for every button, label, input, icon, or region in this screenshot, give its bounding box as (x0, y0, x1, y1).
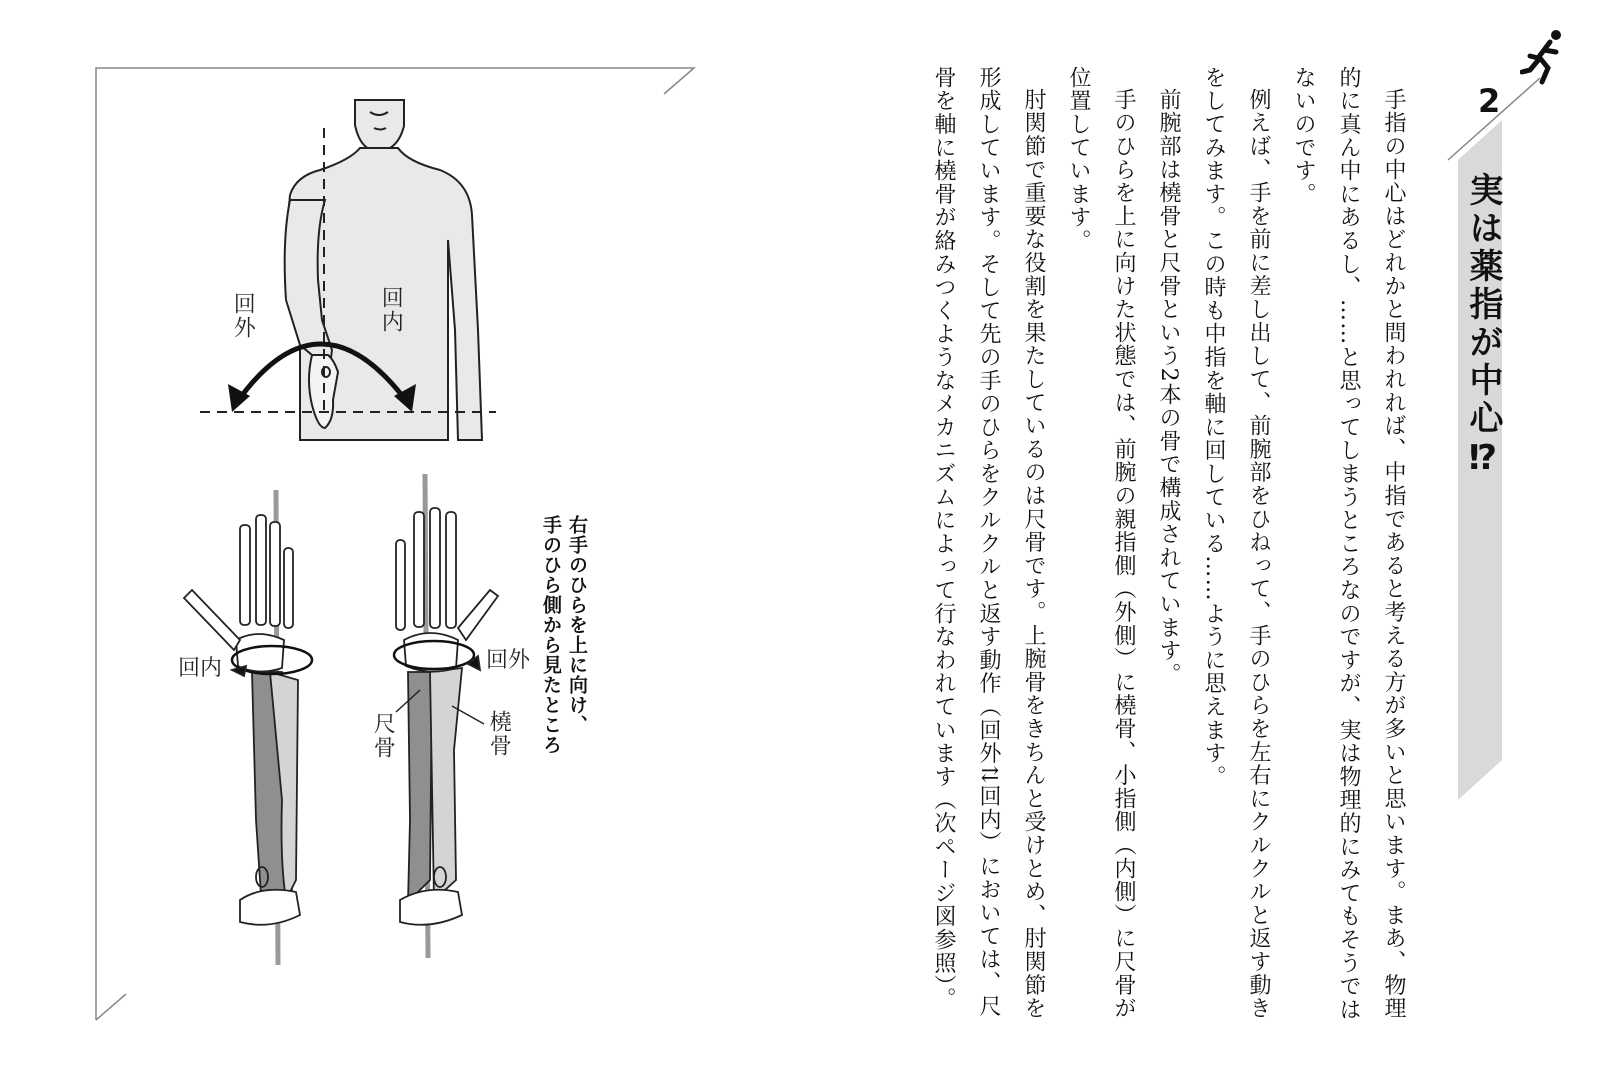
label-supination-torso: 回外 (230, 292, 256, 340)
running-figure-icon (1520, 28, 1570, 88)
body-paragraph-2: 例えば、手を前に差し出して、前腕部をひねって、手のひらを左右にクルクルと返す動きをしてみます。この時も中指を軸に回している……ように思えます。 (1201, 66, 1271, 1020)
chapter-number: 2 (1478, 82, 1501, 120)
caption-line-1: 右手のひらを上に向け、 (566, 515, 588, 735)
body-paragraph-4: 手のひらを上に向けた状態では、前腕の親指側（外側）に橈骨、小指側（内側）に尺骨が位置しています。 (1066, 66, 1136, 1020)
label-pronation-torso: 回内 (378, 286, 404, 334)
body-paragraph-5: 肘関節で重要な役割を果たしているのは尺骨です。上腕骨をきちんと受けとめ、肘関節を形成しています。そして先の手のひらをクルクルと返す動作（回外⇅回内）においては、尺骨を軸に橈骨が絡みつくようなメカニズムによって行なわれています（次ページ図参照）。 (931, 66, 1046, 1020)
label-supination-forearm: 回外 (486, 648, 531, 673)
body-text (930, 66, 1416, 1026)
label-pronation-forearm: 回内 (178, 656, 223, 681)
caption-line-2: 手のひら側から見たところ (540, 515, 562, 755)
label-ulna: 尺骨 (370, 712, 396, 760)
body-paragraph-3: 前腕部は橈骨と尺骨という2本の骨で構成されています。 (1156, 88, 1181, 686)
chapter-title: 実は薬指が中心⁉ (1463, 172, 1503, 482)
label-radius: 橈骨 (486, 710, 512, 758)
body-paragraph-1: 手指の中心はどれかと問われれば、中指であると考える方が多いと思います。まあ、物理的に真ん中にあるし、……と思ってしまうところなのですが、実は物理的にみてもそうではないのです。 (1291, 66, 1406, 1022)
